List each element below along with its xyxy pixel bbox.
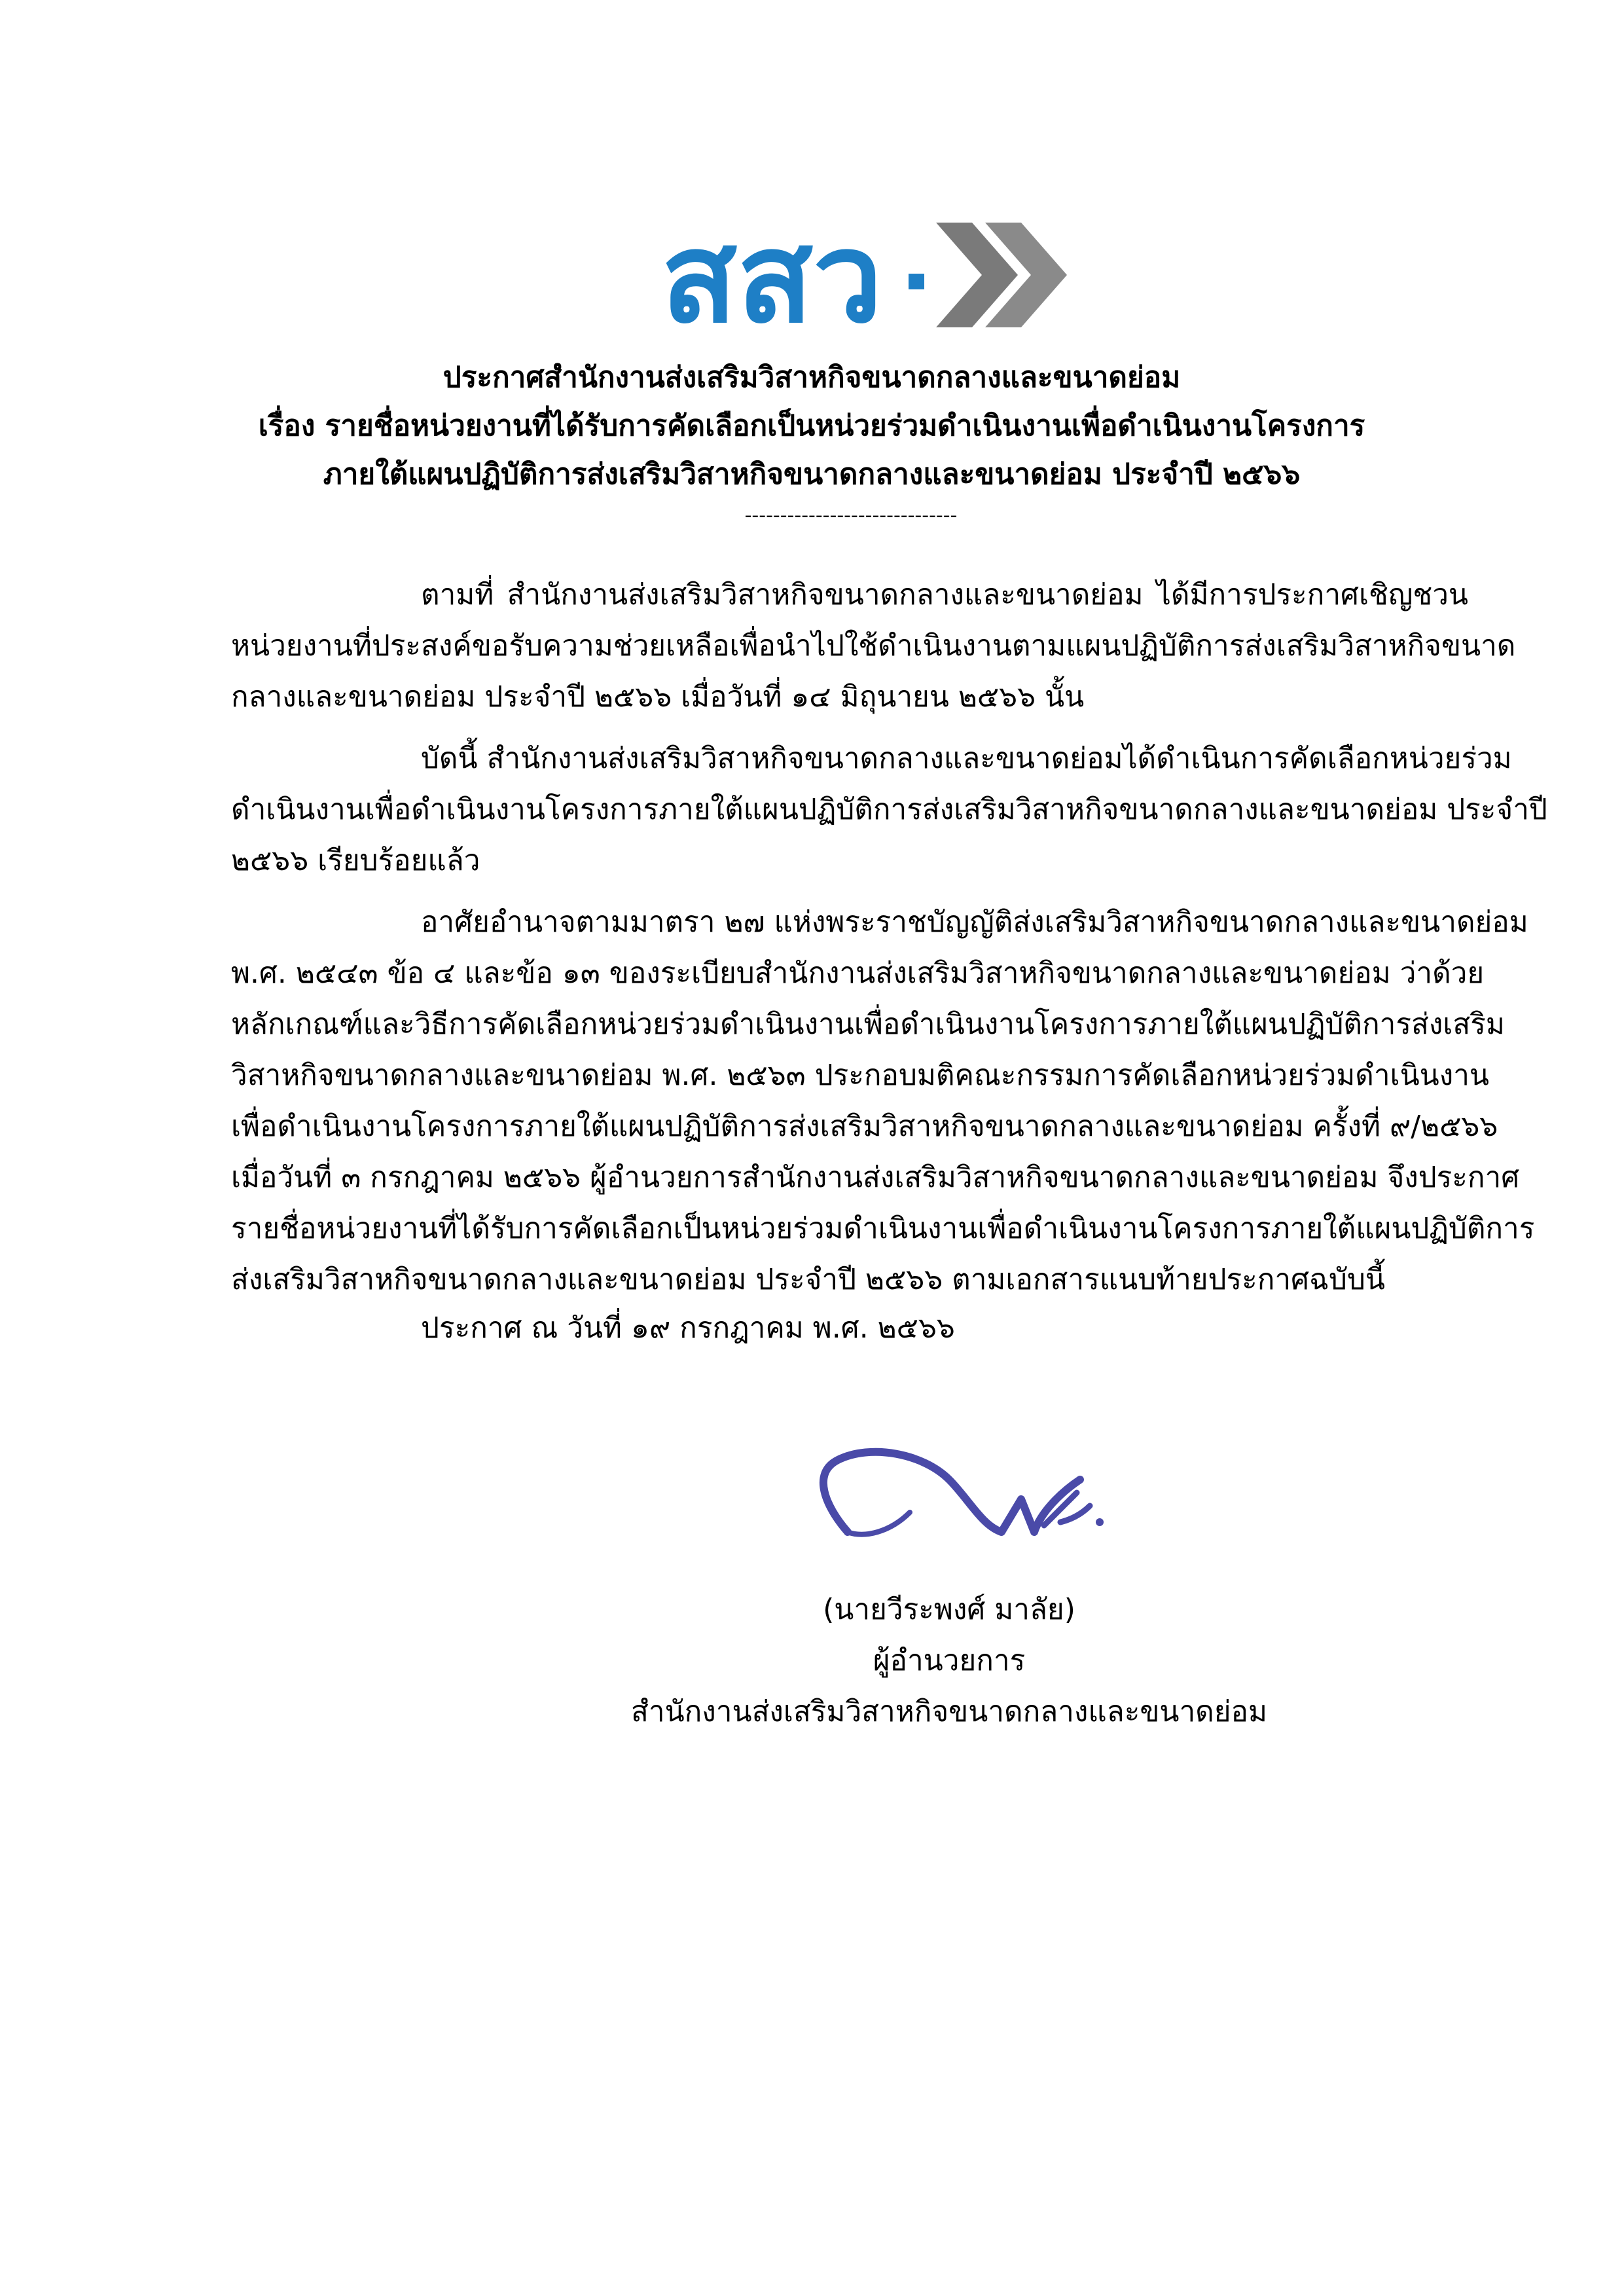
paragraph-line: หน่วยงานที่ประสงค์ขอรับความช่วยเหลือเพื่อนำไปใช้ดำเนินงานตามแผนปฏิบัติการส่งเสริมวิสาหกิจขนาด: [231, 629, 1516, 663]
paragraph-line: ๒๕๖๖ เรียบร้อยแล้ว: [231, 844, 480, 877]
paragraph-line: ดำเนินงานเพื่อดำเนินงานโครงการภายใต้แผนปฏิบัติการส่งเสริมวิสาหกิจขนาดกลางและขนาดย่อม ประจำปี: [231, 793, 1547, 826]
paragraph-line: อาศัยอำนาจตามมาตรา ๒๗ แห่งพระราชบัญญัติส่งเสริมวิสาหกิจขนาดกลางและขนาดย่อม: [421, 905, 1528, 939]
logo-dot: [909, 274, 924, 289]
paragraph-3: [231, 897, 1535, 1305]
heading-title: ประกาศสำนักงานส่งเสริมวิสาหกิจขนาดกลางและขนาดย่อม: [442, 361, 1181, 394]
logo-wordmark: สสว: [661, 210, 883, 340]
signatory-name: (นายวีระพงศ์ มาลัย): [823, 1593, 1075, 1626]
paragraph-line: ตามที่ สำนักงานส่งเสริมวิสาหกิจขนาดกลางและขนาดย่อม ได้มีการประกาศเชิญชวน: [421, 578, 1468, 611]
paragraph-2: [231, 733, 1547, 886]
paragraph-line: หลักเกณฑ์และวิธีการคัดเลือกหน่วยร่วมดำเนินงานเพื่อดำเนินงานโครงการภายใต้แผนปฏิบัติการส่งเสริม: [231, 1008, 1505, 1041]
heading-subject-cont: ภายใต้แผนปฏิบัติการส่งเสริมวิสาหกิจขนาดกลางและขนาดย่อม ประจำปี ๒๕๖๖: [323, 458, 1301, 491]
signature-stroke-2: [848, 1512, 910, 1535]
signature-stroke-1: [823, 1452, 1080, 1532]
handwritten-signature-icon: [785, 1434, 1126, 1578]
announcement-heading: [196, 354, 1427, 499]
paragraph-line: เพื่อดำเนินงานโครงการภายใต้แผนปฏิบัติการส่งเสริมวิสาหกิจขนาดกลางและขนาดย่อม ครั้งที่ ๙/๒๕๖๖: [231, 1110, 1498, 1143]
paragraph-1: [231, 570, 1516, 723]
signatory-organization: สำนักงานส่งเสริมวิสาหกิจขนาดกลางและขนาดย่อม: [631, 1695, 1267, 1728]
signature: [785, 1434, 1126, 1578]
paragraph-line: เมื่อวันที่ ๓ กรกฎาคม ๒๕๖๖ ผู้อำนวยการสำนักงานส่งเสริมวิสาหกิจขนาดกลางและขนาดย่อม จึงประกาศ: [231, 1161, 1520, 1194]
signatory-position: ผู้อำนวยการ: [873, 1644, 1026, 1677]
announcement-date-text: ประกาศ ณ วันที่ ๑๙ กรกฎาคม พ.ศ. ๒๕๖๖: [421, 1311, 955, 1345]
paragraph-line: บัดนี้ สำนักงานส่งเสริมวิสาหกิจขนาดกลางและขนาดย่อมได้ดำเนินการคัดเลือกหน่วยร่วม: [421, 742, 1512, 775]
paragraph-line: ส่งเสริมวิสาหกิจขนาดกลางและขนาดย่อม ประจำปี ๒๕๖๖ ตามเอกสารแนบท้ายประกาศฉบับนี้: [231, 1263, 1385, 1296]
paragraph-line: กลางและขนาดย่อม ประจำปี ๒๕๖๖ เมื่อวันที่ ๑๔ มิถุนายน ๒๕๖๖ นั้น: [231, 680, 1085, 714]
organization-logo: [661, 210, 1080, 340]
separator-line: ------------------------------: [744, 504, 958, 527]
sme-logo-icon: [661, 210, 1080, 340]
paragraph-line: รายชื่อหน่วยงานที่ได้รับการคัดเลือกเป็นหน่วยร่วมดำเนินงานเพื่อดำเนินงานโครงการภายใต้แผนปฏิบัติการ: [231, 1212, 1535, 1245]
signoff-block: [589, 1584, 1309, 1738]
announcement-date: [231, 1303, 1468, 1354]
heading-subject: เรื่อง รายชื่อหน่วยงานที่ได้รับการคัดเลือกเป็นหน่วยร่วมดำเนินงานเพื่อดำเนินงานโครงการ: [258, 409, 1365, 443]
paragraph-line: วิสาหกิจขนาดกลางและขนาดย่อม พ.ศ. ๒๕๖๓ ประกอบมติคณะกรรมการคัดเลือกหน่วยร่วมดำเนินงาน: [231, 1059, 1489, 1092]
signature-dot: [1096, 1518, 1104, 1526]
paragraph-line: พ.ศ. ๒๕๔๓ ข้อ ๔ และข้อ ๑๓ ของระเบียบสำนักงานส่งเสริมวิสาหกิจขนาดกลางและขนาดย่อม ว่าด้วย: [231, 957, 1485, 990]
